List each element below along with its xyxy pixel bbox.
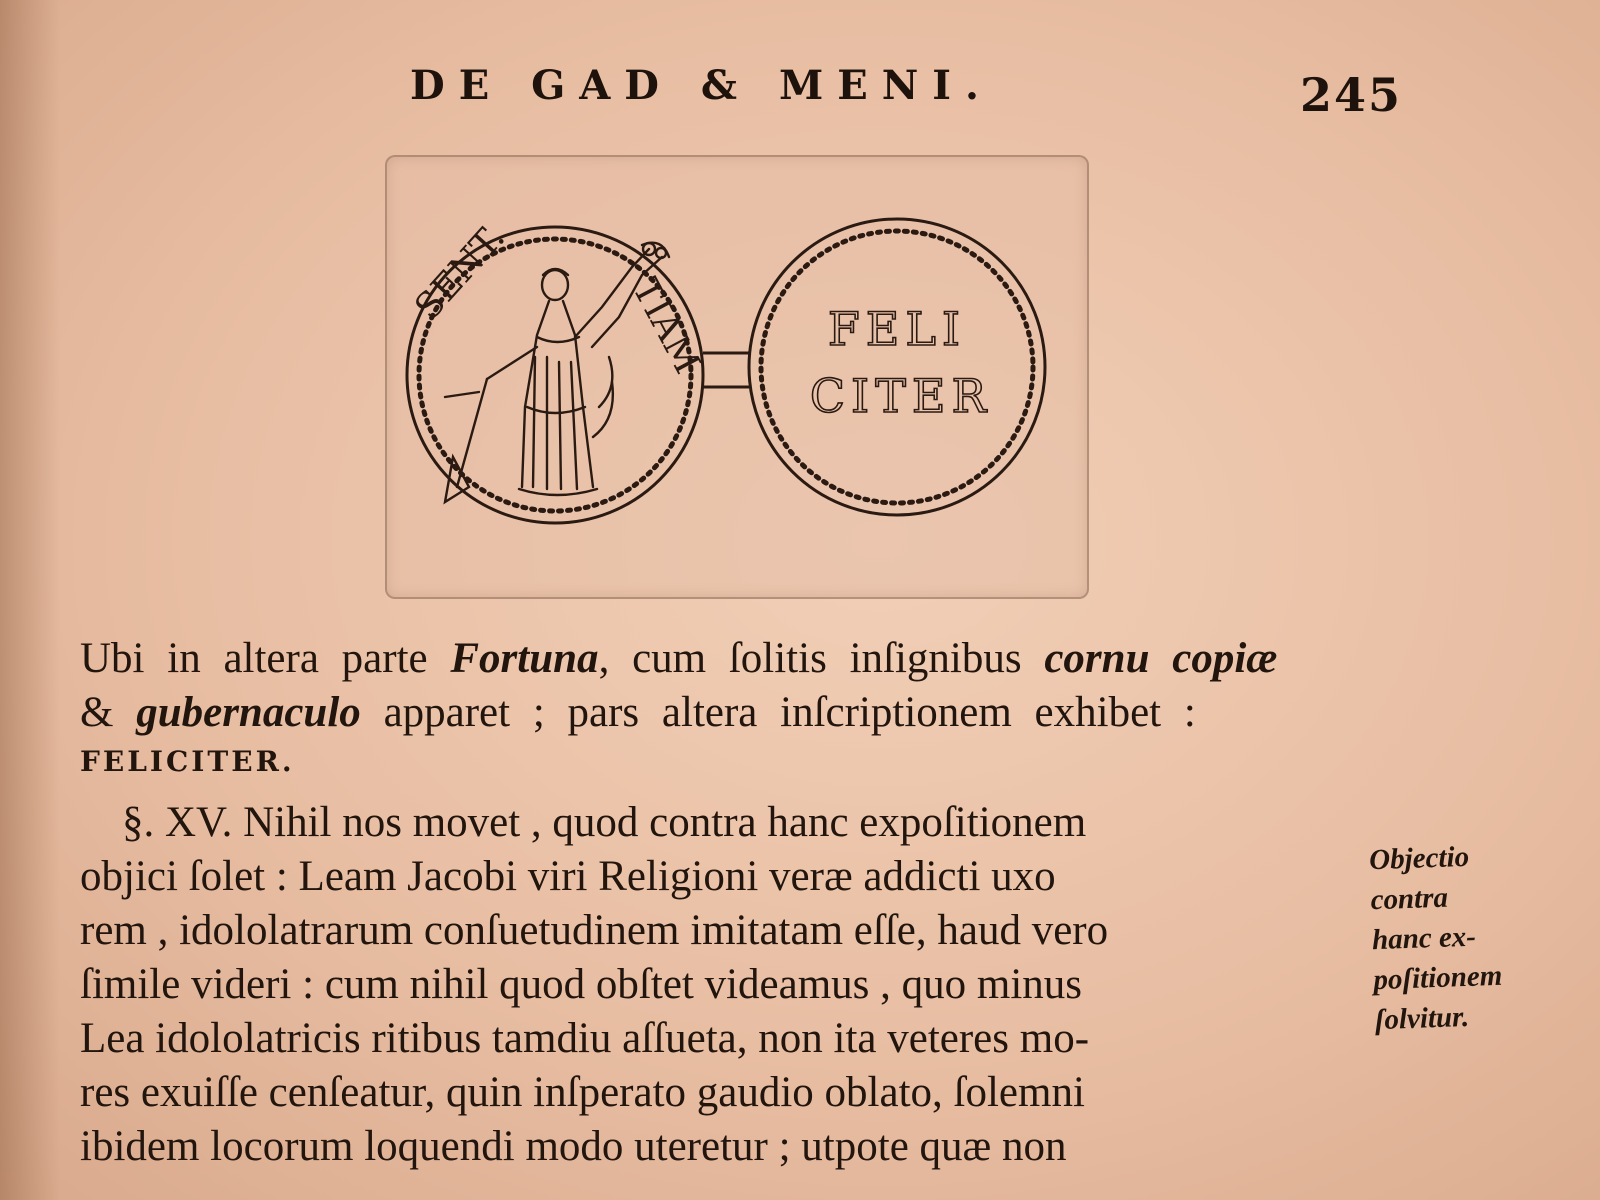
paragraph-line: objici ſolet : Leam Jacobi viri Religioni veræ addicti uxo [80, 853, 1056, 900]
caption-line [80, 686, 1380, 740]
caption-line [80, 632, 1380, 686]
section-paragraph [80, 796, 1380, 1174]
caption-text-span: Ubi in altera parte [80, 635, 451, 682]
caption-italic-span: Fortuna [450, 635, 599, 682]
running-head: DE GAD & MENI. [410, 62, 993, 109]
margin-note-line: Objectio [1368, 840, 1470, 877]
reverse-inscription-line2: CITER [809, 369, 993, 423]
paragraph-line: rem , idololatrarum conſuetudinem imitatam eſſe, haud vero [80, 907, 1109, 954]
caption-text-span: & [80, 689, 137, 736]
margin-note-line: ſolvitur. [1374, 1000, 1470, 1037]
reverse-inscription-line1: FELI [827, 302, 967, 356]
marginal-note [1369, 836, 1505, 1040]
obverse-coin [407, 217, 708, 523]
illustration-caption [80, 632, 1380, 784]
paragraph-line: §. XV. Nihil nos movet , quod contra hanc expoſitionem [122, 799, 1087, 846]
reverse-coin [749, 219, 1045, 515]
page-number: 245 [1300, 68, 1403, 122]
paragraph-line: ſimile videri : cum nihil quod obſtet videamus , quo minus [80, 961, 1083, 1008]
obverse-legend-left: SENT. [407, 216, 514, 329]
coin-engraving [387, 157, 1087, 597]
caption-italic-span: cornu copiæ [1044, 635, 1278, 682]
margin-note-line: contra [1370, 881, 1449, 917]
caption-italic-span: gubernaculo [136, 689, 361, 736]
coin-connector [703, 353, 749, 387]
caption-text-span: apparet ; pars altera inſcriptionem exhibet : [360, 689, 1196, 736]
margin-note-line: hanc ex- [1371, 920, 1477, 957]
inscription-quote: FELICITER. [80, 745, 295, 778]
gutter-shadow [0, 0, 60, 1200]
paragraph-line: ibidem locorum loquendi modo uteretur ; utpote quæ non [80, 1123, 1067, 1170]
obverse-legend-right: TIAM [624, 271, 708, 381]
coin-engraving-plate [385, 155, 1089, 599]
paragraph-line: res exuiſſe cenſeatur, quin inſperato gaudio oblato, ſolemni [80, 1069, 1085, 1116]
margin-note-line: poſitionem [1372, 959, 1503, 997]
paragraph-line: Lea idololatricis ritibus tamdiu aſſueta, non ita veteres mo- [80, 1015, 1090, 1062]
caption-text-span: , cum ſolitis inſignibus [598, 635, 1045, 682]
